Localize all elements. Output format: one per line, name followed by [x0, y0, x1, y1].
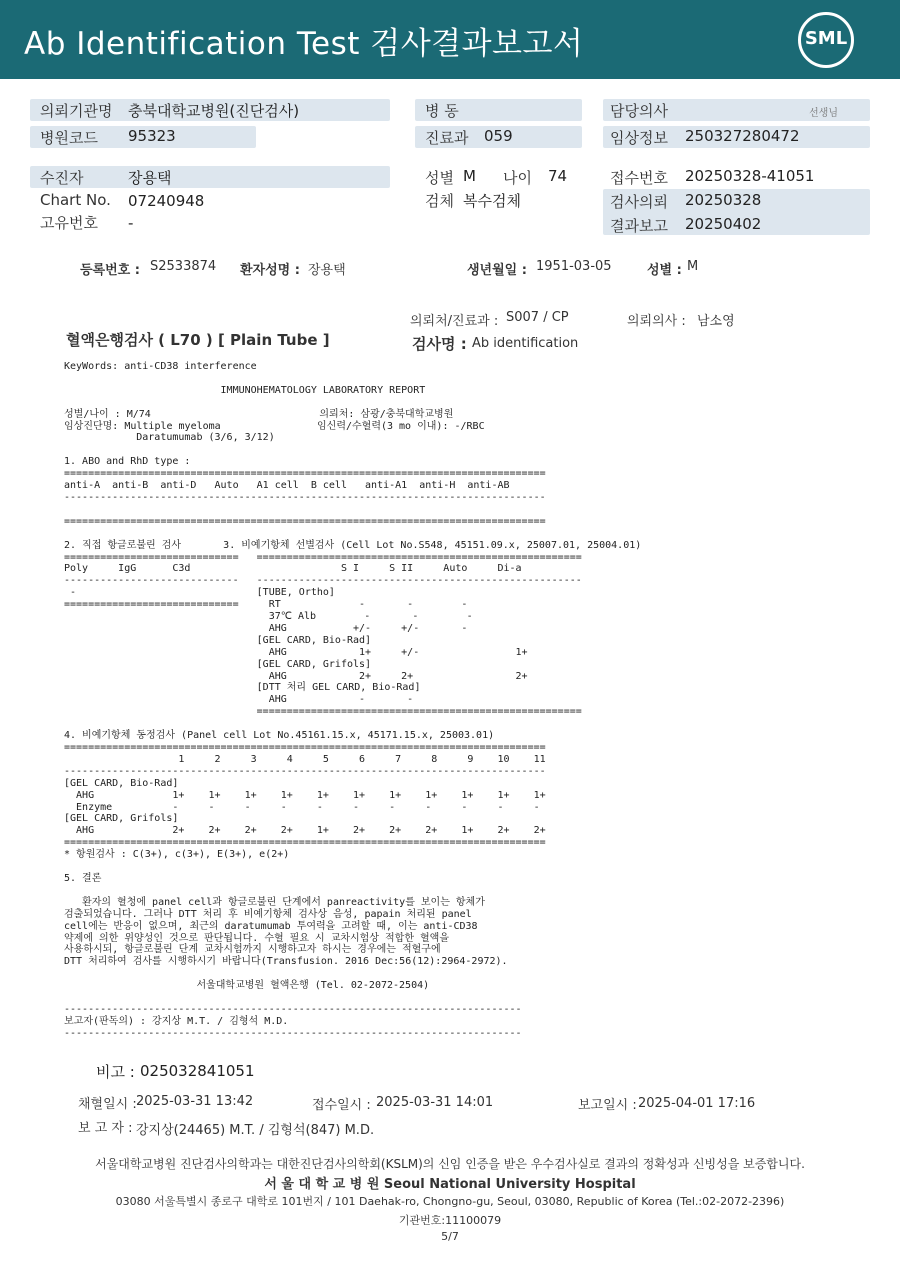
specimen-label: 검체	[425, 192, 454, 210]
institution-number: 기관번호:11100079	[398, 1214, 502, 1227]
test-name-label: 검사명 :	[412, 335, 467, 353]
certification-text: 서울대학교병원 진단검사의학과는 대한진단검사의학회(KSLM)의 신임 인증을 받은 우수검사실로 결과의 정확성과 신빙성을 보증합니다.	[95, 1157, 805, 1171]
age-value: 74	[548, 167, 568, 185]
doctor-label: 담당의사	[610, 102, 668, 120]
test-name-value: Ab identification	[472, 336, 579, 351]
reporter-label: 보 고 자 :	[78, 1121, 133, 1136]
request-dept-label: 의뢰처/진료과 :	[410, 314, 499, 329]
collected-value: 2025-03-31 13:42	[136, 1094, 254, 1109]
patient-name-label: 환자성명 :	[240, 263, 300, 278]
department-value: 059	[484, 127, 513, 145]
result-label: 결과보고	[610, 217, 668, 235]
age-label: 나이	[503, 169, 532, 187]
patient-box	[30, 166, 390, 188]
clinical-info-value: 250327280472	[685, 127, 800, 145]
department-label: 진료과	[425, 129, 469, 147]
hospital-address: 03080 서울특별시 종로구 대학로 101번지 / 101 Daehak-ro, Chongno-gu, Seoul, 03080, Republic of Korea (Tel.:02-2072-2396)	[115, 1195, 785, 1208]
note-label: 비고 :	[96, 1063, 135, 1081]
request-dept-value: S007 / CP	[506, 310, 569, 325]
clinical-info-label: 임상정보	[610, 129, 668, 147]
section-title: 혈액은행검사 ( L70 ) [ Plain Tube ]	[66, 331, 330, 349]
institution-label: 의뢰기관명	[40, 102, 113, 120]
hospital-code-value: 95323	[128, 127, 176, 145]
logo-text: SML	[804, 28, 848, 49]
request-label: 검사의뢰	[610, 193, 668, 211]
unique-no-value: -	[128, 214, 134, 232]
sex-value: M	[463, 167, 476, 185]
reg-label: 등록번호 :	[80, 263, 140, 278]
receipt-value: 20250328-41051	[685, 167, 815, 185]
institution-value: 충북대학교병원(진단검사)	[128, 102, 300, 120]
dob-value: 1951-03-05	[536, 259, 612, 274]
received-value: 2025-03-31 14:01	[376, 1095, 494, 1110]
dob-label: 생년월일 :	[467, 263, 527, 278]
hospital-code-label: 병원코드	[40, 129, 98, 147]
page-number: 5/7	[441, 1230, 459, 1243]
chart-label: Chart No.	[40, 191, 111, 209]
lab-report-text: KeyWords: anti-CD38 interference IMMUNOHEMATOLOGY LABORATORY REPORT 성별/나이 : M/74 의뢰처: 삼광/충북대학교병원 임상진단명: Multiple myeloma 임신력/수혈력(3 mo 이내): -/RBC Daratumumab (3/6, 3/12) 1. ABO and RhD type : ================================================================================ anti-A anti-B anti-D Auto A1 cell B cell anti-A1 anti-H anti-AB -------------------------------------------------------------------------------- ================================================================================ 2. 직접 항글로불린 검사 3. 비예기항체 선별검사 (Cell Lot No.S548, 45151.09.x, 25007.01, 25004.01) ============================= ====================================================== Poly IgG C3d S I S II Auto Di-a ----------------------------- ------------------------------------------------------ - [TUBE, Ortho] ============================= RT - - - 37℃ Alb - - - AHG +/- +/- - [GEL CARD, Bio-Rad] AHG 1+ +/- 1+ [GEL CARD, Grifols] AHG 2+ 2+ 2+ [DTT 처리 GEL CARD, Bio-Rad] AHG - - ====================================================== 4. 비예기항체 동정검사 (Panel cell Lot No.45161.15.x, 45171.15.x, 25003.01) ================================================================================ 1 2 3 4 5 6 7 8 9 10 11 -------------------------------------------------------------------------------- [GEL CARD, Bio-Rad] AHG 1+ 1+ 1+ 1+ 1+ 1+ 1+ 1+ 1+ 1+ 1+ Enzyme - - - - - - - - - - - [GEL CARD, Grifols] AHG 2+ 2+ 2+ 2+ 1+ 2+ 2+ 2+ 1+ 2+ 2+ ================================================================================ * 항원검사 : C(3+), c(3+), E(3+), e(2+) 5. 결론 환자의 혈청에 panel cell과 항글로불린 단계에서 panreactivity를 보이는 항체가 검출되었습니다. 그러나 DTT 처리 후 비예기항체 검사상 음성, papain 처리된 panel cell에는 반응이 없으며, 최근의 daratumumab 투여력을 고려할 때, 이는 anti-CD38 약제에 의한 위양성인 것으로 판단됩니다. 수혈 필요 시 교차시험상 적합한 혈액을 사용하시되, 항글로불린 단계 교차시험까지 시행하고자 하시는 경우에는 적혈구에 DTT 처리하여 검사를 시행하시기 바랍니다(Transfusion. 2016 Dec:56(12):2964-2972). 서울대학교병원 혈액은행 (Tel. 02-2072-2504) ---------------------------------------------------------------------------- 보고자(판독의) : 강지상 M.T. / 김형석 M.D. ----------------------------------------------------------------------------	[64, 361, 642, 1039]
reported-value: 2025-04-01 17:16	[638, 1096, 756, 1111]
patient-label: 수진자	[40, 169, 84, 187]
sex-label: 성별	[425, 169, 454, 187]
reg-sex-label: 성별 :	[647, 263, 682, 278]
result-value: 20250402	[685, 215, 762, 233]
request-doctor-value: 남소영	[697, 314, 735, 329]
hospital-name: 서 울 대 학 교 병 원 Seoul National University Hospital	[264, 1177, 636, 1192]
doctor-suffix: 선생님	[809, 108, 838, 119]
chart-value: 07240948	[128, 192, 205, 210]
reported-label: 보고일시 :	[578, 1098, 637, 1113]
reg-sex-value: M	[687, 259, 699, 274]
header-bar	[0, 0, 900, 79]
patient-name-value: 장용택	[308, 263, 346, 278]
request-doctor-label: 의뢰의사 :	[627, 314, 686, 329]
reporter-value: 강지상(24465) M.T. / 김형석(847) M.D.	[136, 1123, 375, 1138]
sml-logo	[798, 12, 854, 68]
unique-no-label: 고유번호	[40, 214, 98, 232]
request-value: 20250328	[685, 191, 762, 209]
received-label: 접수일시 :	[312, 1098, 371, 1113]
ward-label: 병 동	[425, 102, 459, 120]
report-title: Ab Identification Test 검사결과보고서	[24, 26, 584, 62]
reg-value: S2533874	[150, 259, 217, 274]
note-value: 025032841051	[140, 1062, 255, 1080]
collected-label: 채혈일시 :	[78, 1097, 137, 1112]
specimen-value: 복수검체	[463, 192, 521, 210]
patient-value: 장용택	[128, 169, 172, 187]
receipt-label: 접수번호	[610, 169, 668, 187]
